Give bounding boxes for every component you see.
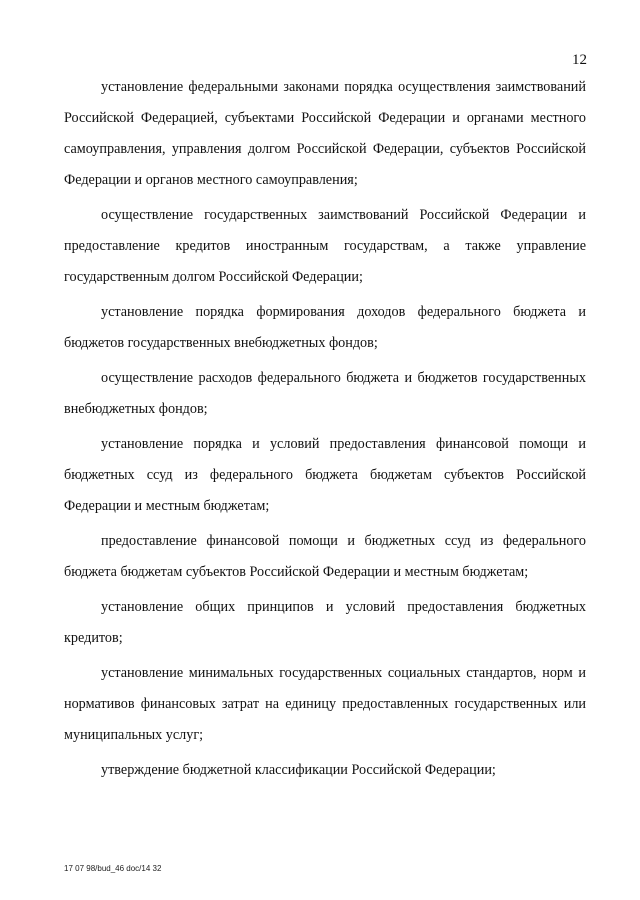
paragraph: предоставление финансовой помощи и бюджетных ссуд из федерального бюджета бюджетам субъектов Российской Федерации и местным бюджетам; bbox=[64, 533, 586, 580]
paragraph: установление минимальных государственных социальных стандартов, норм и нормативов финансовых затрат на единицу предоставленных государственных или муниципальных услуг; bbox=[64, 665, 586, 743]
paragraph: утверждение бюджетной классификации Российской Федерации; bbox=[101, 762, 496, 778]
page-number: 12 bbox=[572, 52, 587, 68]
paragraph: установление федеральными законами порядка осуществления заимствований Российской Федерацией, субъектами Российской Федерации и органами местного самоуправления, управления долгом Российской Федерации, субъектов Российской Федерации и органов местного самоуправления; bbox=[64, 79, 586, 188]
paragraph: установление порядка формирования доходов федерального бюджета и бюджетов государственных внебюджетных фондов; bbox=[64, 304, 586, 351]
footer-file-reference: 17 07 98/bud_46 doc/14 32 bbox=[64, 864, 162, 873]
paragraph: установление порядка и условий предоставления финансовой помощи и бюджетных ссуд из федерального бюджета бюджетам субъектов Российской Федерации и местным бюджетам; bbox=[64, 436, 586, 514]
document-body bbox=[64, 72, 586, 790]
paragraph: осуществление государственных заимствований Российской Федерации и предоставление кредитов иностранным государствам, а также управление государственным долгом Российской Федерации; bbox=[64, 207, 586, 285]
paragraph: осуществление расходов федерального бюджета и бюджетов государственных внебюджетных фондов; bbox=[64, 370, 586, 417]
paragraph: установление общих принципов и условий предоставления бюджетных кредитов; bbox=[64, 599, 586, 646]
